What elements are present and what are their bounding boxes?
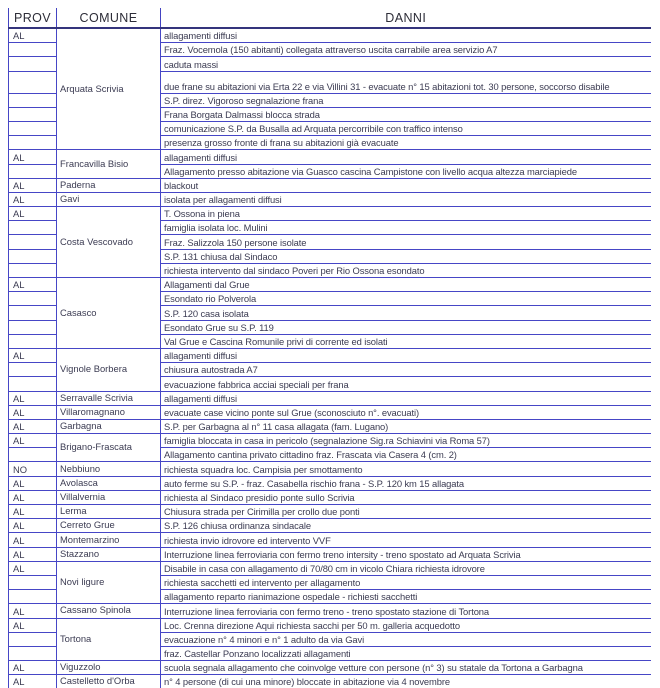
danni-cell: auto ferme su S.P. - fraz. Casabella rischio frana - S.P. 120 km 15 allagata <box>161 476 651 490</box>
danni-cell: allagamenti diffusi <box>161 150 651 164</box>
danni-cell: S.P. 120 casa isolata <box>161 306 651 320</box>
danni-cell: S.P. direz. Vigoroso segnalazione frana <box>161 93 651 107</box>
comune-cell: Montemarzino <box>57 533 161 547</box>
danni-cell: Val Grue e Cascina Romunile privi di corrente ed isolati <box>161 334 651 348</box>
danni-cell: Esondato Grue su S.P. 119 <box>161 320 651 334</box>
danni-cell: chiusura autostrada A7 <box>161 363 651 377</box>
prov-cell: AL <box>9 434 57 448</box>
danni-cell: Allagamenti dal Grue <box>161 278 651 292</box>
danni-cell: Loc. Crenna direzione Aqui richiesta sacchi per 50 m. galleria acquedotto <box>161 618 651 632</box>
table-row <box>9 462 651 476</box>
danni-cell: T. Ossona in piena <box>161 207 651 221</box>
danni-cell: richiesta sacchetti ed intervento per allagamento <box>161 575 651 589</box>
prov-cell <box>9 263 57 277</box>
header-danni: DANNI <box>161 8 651 28</box>
danni-cell: allagamento reparto rianimazione ospedale - richiesti sacchetti <box>161 590 651 604</box>
prov-cell <box>9 646 57 660</box>
danni-cell: Esondato rio Polverola <box>161 292 651 306</box>
header-row <box>9 8 651 28</box>
comune-cell: Lerma <box>57 505 161 519</box>
prov-cell <box>9 363 57 377</box>
prov-cell: AL <box>9 519 57 533</box>
prov-cell <box>9 249 57 263</box>
table-row <box>9 476 651 490</box>
comune-cell: Castelletto d'Orba <box>57 675 161 688</box>
table-row <box>9 207 651 221</box>
comune-cell: Costa Vescovado <box>57 207 161 278</box>
prov-cell: AL <box>9 419 57 433</box>
prov-cell <box>9 292 57 306</box>
comune-cell: Garbagna <box>57 419 161 433</box>
prov-cell: AL <box>9 348 57 362</box>
danni-cell: Disabile in casa con allagamento di 70/80 cm in vicolo Chiara richiesta idrovore <box>161 561 651 575</box>
table-row <box>9 618 651 632</box>
danni-cell: famiglia bloccata in casa in pericolo (segnalazione Sig.ra Schiavini via Roma 57) <box>161 434 651 448</box>
prov-cell: AL <box>9 28 57 43</box>
comune-cell: Stazzano <box>57 547 161 561</box>
danni-cell: Fraz. Salizzola 150 persone isolate <box>161 235 651 249</box>
danni-cell: allagamenti diffusi <box>161 391 651 405</box>
danni-cell: famiglia isolata loc. Mulini <box>161 221 651 235</box>
danni-cell: richiesta intervento dal sindaco Poveri per Rio Ossona esondato <box>161 263 651 277</box>
prov-cell: AL <box>9 476 57 490</box>
prov-cell: AL <box>9 661 57 675</box>
table-row <box>9 405 651 419</box>
prov-cell <box>9 71 57 93</box>
danni-cell: presenza grosso fronte di frana su abitazioni già evacuate <box>161 136 651 150</box>
prov-cell <box>9 93 57 107</box>
comune-cell: Serravalle Scrivia <box>57 391 161 405</box>
table-row <box>9 490 651 504</box>
comune-cell: Vignole Borbera <box>57 348 161 391</box>
table-row <box>9 547 651 561</box>
prov-cell <box>9 334 57 348</box>
prov-cell <box>9 320 57 334</box>
danni-cell: Chiusura strada per Cirimilla per crollo due ponti <box>161 505 651 519</box>
prov-cell <box>9 221 57 235</box>
danni-cell: Interruzione linea ferroviaria con fermo treno - treno spostato stazione di Tortona <box>161 604 651 618</box>
table-row <box>9 604 651 618</box>
prov-cell: AL <box>9 207 57 221</box>
prov-cell: AL <box>9 675 57 688</box>
danni-cell: caduta massi <box>161 57 651 71</box>
comune-cell: Tortona <box>57 618 161 661</box>
table-row <box>9 28 651 43</box>
comune-cell: Cerreto Grue <box>57 519 161 533</box>
table-row <box>9 419 651 433</box>
comune-cell: Viguzzolo <box>57 661 161 675</box>
danni-cell: Allagamento presso abitazione via Guasco cascina Campistone con livello acqua altezza marciapiede <box>161 164 651 178</box>
prov-cell: AL <box>9 604 57 618</box>
table-row <box>9 661 651 675</box>
header-prov: PROV <box>9 8 57 28</box>
prov-cell: NO <box>9 462 57 476</box>
comune-cell: Novi ligure <box>57 561 161 604</box>
prov-cell <box>9 43 57 57</box>
prov-cell <box>9 107 57 121</box>
danni-cell: n° 4 persone (di cui una minore) bloccate in abitazione via 4 novembre <box>161 675 651 688</box>
comune-cell: Brigano-Frascata <box>57 434 161 462</box>
comune-cell: Paderna <box>57 178 161 192</box>
table-row <box>9 434 651 448</box>
danni-cell: Fraz. Vocemola (150 abitanti) collegata attraverso uscita carrabile area servizio A7 <box>161 43 651 57</box>
prov-cell: AL <box>9 505 57 519</box>
prov-cell: AL <box>9 561 57 575</box>
danni-cell: richiesta al Sindaco presidio ponte sullo Scrivia <box>161 490 651 504</box>
prov-cell <box>9 136 57 150</box>
prov-cell: AL <box>9 490 57 504</box>
table-row <box>9 192 651 206</box>
prov-cell <box>9 164 57 178</box>
prov-cell <box>9 235 57 249</box>
prov-cell <box>9 590 57 604</box>
danni-cell: richiesta squadra loc. Campisia per smottamento <box>161 462 651 476</box>
comune-cell: Arquata Scrivia <box>57 28 161 150</box>
danni-cell: S.P. 131 chiusa dal Sindaco <box>161 249 651 263</box>
table-row <box>9 675 651 688</box>
comune-cell: Casasco <box>57 278 161 349</box>
prov-cell: AL <box>9 178 57 192</box>
danni-cell: evacuazione fabbrica acciai speciali per frana <box>161 377 651 391</box>
danni-cell: fraz. Castellar Ponzano localizzati allagamenti <box>161 646 651 660</box>
table-body <box>9 28 651 688</box>
header-comune: COMUNE <box>57 8 161 28</box>
table-row <box>9 505 651 519</box>
table-row <box>9 561 651 575</box>
danni-cell: allagamenti diffusi <box>161 348 651 362</box>
table-row <box>9 348 651 362</box>
comune-cell: Cassano Spinola <box>57 604 161 618</box>
prov-cell: AL <box>9 405 57 419</box>
comune-cell: Francavilla Bisio <box>57 150 161 178</box>
prov-cell <box>9 377 57 391</box>
danni-cell: scuola segnala allagamento che coinvolge vetture con persone (n° 3) su statale da Tortona a Garbagna <box>161 661 651 675</box>
danni-cell: Allagamento cantina privato cittadino fraz. Frascata via Casera 4 (cm. 2) <box>161 448 651 462</box>
prov-cell: AL <box>9 391 57 405</box>
danni-cell: evacuazione n° 4 minori e n° 1 adulto da via Gavi <box>161 632 651 646</box>
prov-cell: AL <box>9 278 57 292</box>
comune-cell: Villalvernia <box>57 490 161 504</box>
damage-table <box>8 8 651 688</box>
prov-cell: AL <box>9 618 57 632</box>
prov-cell: AL <box>9 150 57 164</box>
table-row <box>9 391 651 405</box>
prov-cell: AL <box>9 533 57 547</box>
danni-cell: isolata per allagamenti diffusi <box>161 192 651 206</box>
danni-cell: comunicazione S.P. da Busalla ad Arquata percorribile con traffico intenso <box>161 121 651 135</box>
danni-cell: richiesta invio idrovore ed intervento VVF <box>161 533 651 547</box>
prov-cell <box>9 121 57 135</box>
comune-cell: Nebbiuno <box>57 462 161 476</box>
table-row <box>9 178 651 192</box>
comune-cell: Villaromagnano <box>57 405 161 419</box>
danni-cell: S.P. per Garbagna al n° 11 casa allagata (fam. Lugano) <box>161 419 651 433</box>
danni-cell: Interruzione linea ferroviaria con fermo treno intersity - treno spostato ad Arquata Scrivia <box>161 547 651 561</box>
danni-cell: allagamenti diffusi <box>161 28 651 43</box>
danni-cell: evacuate case vicino ponte sul Grue (sconosciuto n°. evacuati) <box>161 405 651 419</box>
table-row <box>9 519 651 533</box>
table-header <box>9 8 651 28</box>
danni-cell: due frane su abitazioni via Erta 22 e via Villini 31 - evacuate n° 15 abitazioni tot. 30 persone, soccorso disabile <box>161 71 651 93</box>
prov-cell: AL <box>9 547 57 561</box>
prov-cell <box>9 575 57 589</box>
danni-cell: blackout <box>161 178 651 192</box>
prov-cell <box>9 448 57 462</box>
prov-cell: AL <box>9 192 57 206</box>
prov-cell <box>9 632 57 646</box>
danni-cell: S.P. 126 chiusa ordinanza sindacale <box>161 519 651 533</box>
prov-cell <box>9 57 57 71</box>
table-row <box>9 533 651 547</box>
table-row <box>9 150 651 164</box>
comune-cell: Gavi <box>57 192 161 206</box>
danni-cell: Frana Borgata Dalmassi blocca strada <box>161 107 651 121</box>
comune-cell: Avolasca <box>57 476 161 490</box>
prov-cell <box>9 306 57 320</box>
table-row <box>9 278 651 292</box>
